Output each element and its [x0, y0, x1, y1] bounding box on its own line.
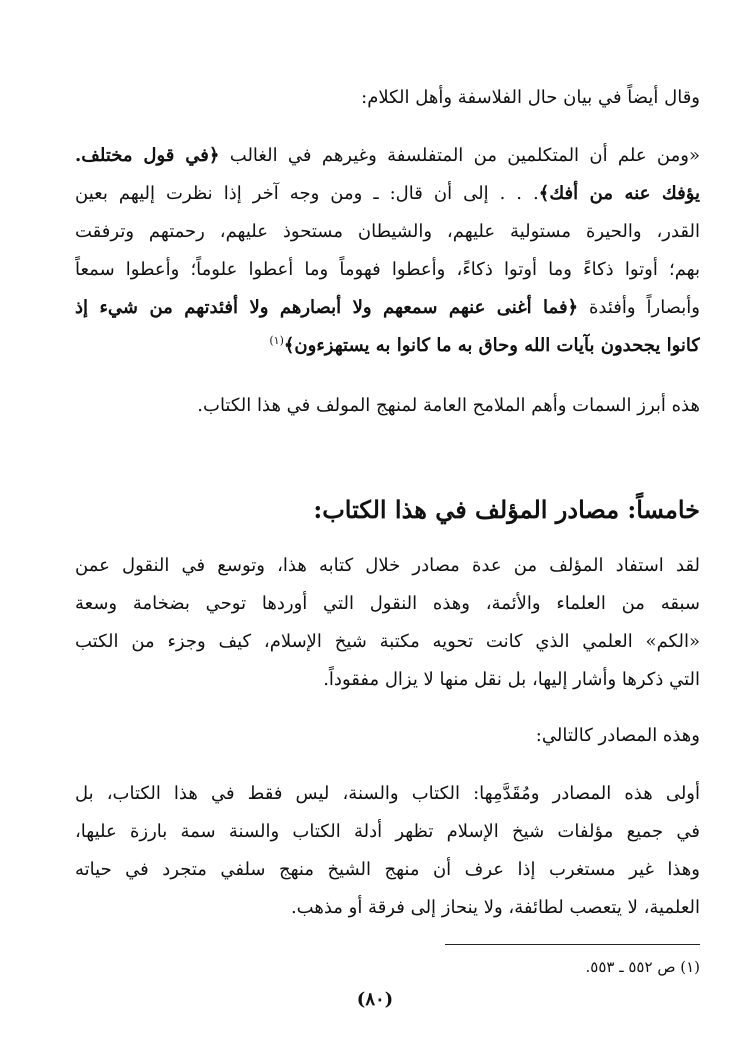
quote-text: بهم؛ أوتوا ذكاءً وما أوتوا ذكاءً، وأعطوا فهوماً وما أعطوا علوماً؛ وأعطوا سمعاً: [75, 259, 700, 280]
sources-line-4: [75, 666, 700, 696]
footnote: (١) ص ٥٥٢ ـ ٥٥٣.: [585, 958, 700, 976]
quran-verse: يؤفك عنه من أفك﴾: [538, 183, 700, 204]
intro-text: وقال أيضاً في بيان حال الفلاسفة وأهل الكلام:: [361, 87, 700, 108]
first-source-text: وهذا غير مستغرب إذا عرف أن منهج الشيخ منهج سلفي متجرد في حياته: [75, 859, 700, 880]
sources-line-3: [75, 628, 700, 658]
sources-line-2: [75, 590, 700, 620]
sources-text: لقد استفاد المؤلف من عدة مصادر خلال كتابه هذا، وتوسع في النقول عمن: [75, 555, 700, 576]
first-source-line-1: [75, 780, 700, 810]
footnote-separator: [445, 944, 700, 945]
quote-text: وأبصاراً وأفئدة: [578, 297, 700, 318]
quote-line-4: [75, 256, 700, 286]
sources-line-1: [75, 552, 700, 582]
summary-text: هذه أبرز السمات وأهم الملامح العامة لمنهج المولف في هذا الكتاب.: [197, 395, 700, 416]
sources-text: التي ذكرها وأشار إليها، بل نقل منها لا يزال مفقوداً.: [323, 669, 700, 690]
first-source-line-3: [75, 856, 700, 886]
sources-text: سبقه من العلماء والأئمة، وهذه النقول التي أوردها توحي بضخامة وسعة: [75, 593, 700, 614]
list-intro-line: [75, 722, 700, 752]
quran-verse: ﴿في قول مختلف.: [75, 145, 220, 166]
quran-verse: ﴿فما أغنى عنهم سمعهم ولا أبصارهم ولا أفئدتهم من شيء إذ: [75, 297, 579, 318]
quote-line-1: [75, 142, 700, 172]
quote-line-3: [75, 218, 700, 248]
sources-text: «الكم» العلمي الذي كانت تحويه مكتبة شيخ الإسلام، كيف وجزء من الكتب: [75, 631, 700, 652]
quote-text: . . . إلى أن قال: ـ ومن وجه آخر إذا نظرت إليهم بعين: [75, 183, 539, 204]
quote-line-6: [75, 332, 700, 362]
first-source-line-4: [75, 894, 700, 924]
quran-verse: كانوا يجحدون بآيات الله وحاق به ما كانوا به يستهزءون﴾: [283, 335, 700, 356]
quote-text: «ومن علم أن المتكلمين من المتفلسفة وغيرهم في الغالب: [219, 145, 700, 166]
summary-line: [75, 392, 700, 422]
intro-line: [75, 84, 700, 114]
quote-line-2: [75, 180, 700, 210]
first-source-line-2: [75, 818, 700, 848]
first-source-text: العلمية، لا يتعصب لطائفة، ولا ينحاز إلى فرقة أو مذهب.: [290, 897, 700, 918]
section-heading: خامساً: مصادر المؤلف في هذا الكتاب:: [313, 495, 700, 524]
first-source-text: في جميع مؤلفات شيخ الإسلام تظهر أدلة الكتاب والسنة سمة بارزة عليها،: [75, 821, 700, 842]
first-source-text: أولى هذه المصادر ومُقَدَّمِها: الكتاب والسنة، ليس فقط في هذا الكتاب، بل: [75, 783, 700, 804]
quote-text: القدر، والحيرة مستولية عليهم، والشيطان مستحوذ عليهم، رحمتهم وترفقت: [75, 221, 700, 242]
quote-line-5: [75, 294, 700, 324]
list-intro-text: وهذه المصادر كالتالي:: [535, 725, 700, 746]
page-number: (٨٠): [356, 989, 394, 1010]
footnote-reference[interactable]: (١): [269, 334, 284, 347]
